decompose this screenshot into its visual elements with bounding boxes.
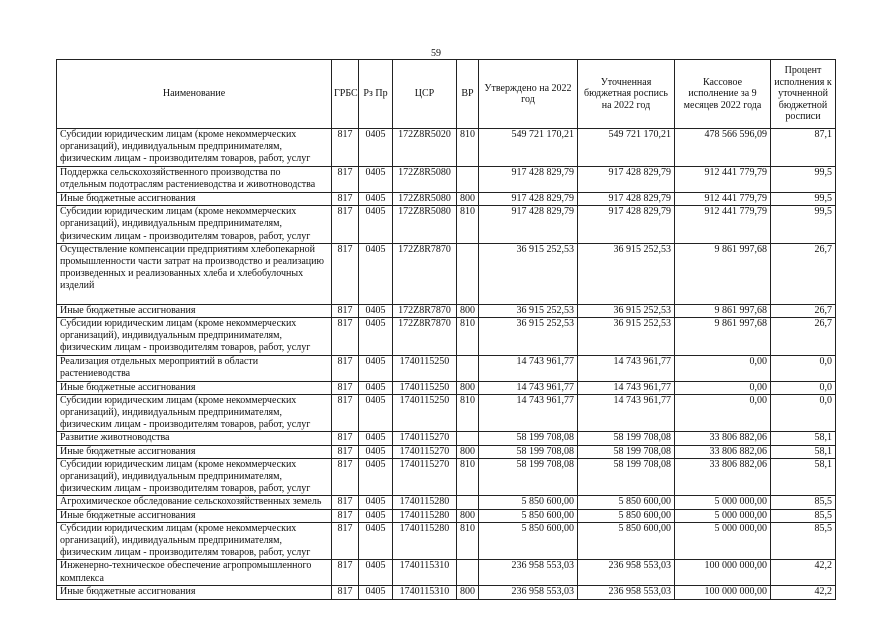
cell-rzpr: 0405 bbox=[359, 243, 393, 304]
cell-rzpr: 0405 bbox=[359, 394, 393, 432]
cell-grbs: 817 bbox=[332, 167, 359, 193]
cell-vr: 800 bbox=[457, 445, 479, 458]
cell-name: Субсидии юридическим лицам (кроме некоммерческих организаций), индивидуальным предпринимателям, физическим лицам - производителям товаров, работ, услуг bbox=[57, 522, 332, 560]
cell-percent: 42,2 bbox=[771, 560, 836, 586]
cell-vr: 800 bbox=[457, 304, 479, 317]
cell-grbs: 817 bbox=[332, 355, 359, 381]
cell-rzpr: 0405 bbox=[359, 355, 393, 381]
cell-csr: 1740115310 bbox=[393, 560, 457, 586]
cell-refined: 14 743 961,77 bbox=[578, 381, 675, 394]
cell-csr: 172Z8R7870 bbox=[393, 318, 457, 356]
cell-rzpr: 0405 bbox=[359, 167, 393, 193]
cell-refined: 236 958 553,03 bbox=[578, 560, 675, 586]
cell-approved: 58 199 708,08 bbox=[479, 432, 578, 445]
cell-grbs: 817 bbox=[332, 445, 359, 458]
cell-vr: 810 bbox=[457, 206, 479, 244]
table-row bbox=[57, 206, 836, 244]
cell-approved: 14 743 961,77 bbox=[479, 381, 578, 394]
cell-grbs: 817 bbox=[332, 458, 359, 496]
cell-approved: 5 850 600,00 bbox=[479, 509, 578, 522]
cell-executed: 478 566 596,09 bbox=[675, 129, 771, 167]
cell-refined: 58 199 708,08 bbox=[578, 432, 675, 445]
cell-name: Субсидии юридическим лицам (кроме некоммерческих организаций), индивидуальным предпринимателям, физическим лицам - производителям товаров, работ, услуг bbox=[57, 206, 332, 244]
cell-refined: 5 850 600,00 bbox=[578, 522, 675, 560]
cell-rzpr: 0405 bbox=[359, 381, 393, 394]
cell-csr: 1740115310 bbox=[393, 586, 457, 599]
cell-vr bbox=[457, 243, 479, 304]
cell-grbs: 817 bbox=[332, 394, 359, 432]
cell-executed: 5 000 000,00 bbox=[675, 522, 771, 560]
cell-percent: 58,1 bbox=[771, 445, 836, 458]
cell-percent: 0,0 bbox=[771, 355, 836, 381]
cell-name: Субсидии юридическим лицам (кроме некоммерческих организаций), индивидуальным предпринимателям, физическим лицам - производителям товаров, работ, услуг bbox=[57, 318, 332, 356]
cell-refined: 5 850 600,00 bbox=[578, 496, 675, 509]
cell-refined: 549 721 170,21 bbox=[578, 129, 675, 167]
cell-executed: 5 000 000,00 bbox=[675, 496, 771, 509]
cell-percent: 58,1 bbox=[771, 432, 836, 445]
cell-vr: 810 bbox=[457, 394, 479, 432]
cell-executed: 33 806 882,06 bbox=[675, 432, 771, 445]
cell-approved: 36 915 252,53 bbox=[479, 318, 578, 356]
cell-refined: 5 850 600,00 bbox=[578, 509, 675, 522]
table-row bbox=[57, 243, 836, 304]
table-row bbox=[57, 560, 836, 586]
budget-table bbox=[56, 59, 836, 600]
cell-vr: 800 bbox=[457, 381, 479, 394]
header-vr: ВР bbox=[457, 60, 479, 129]
cell-percent: 0,0 bbox=[771, 381, 836, 394]
cell-vr bbox=[457, 167, 479, 193]
cell-grbs: 817 bbox=[332, 318, 359, 356]
table-row bbox=[57, 509, 836, 522]
cell-name: Инженерно-техническое обеспечение агропромышленного комплекса bbox=[57, 560, 332, 586]
cell-name: Субсидии юридическим лицам (кроме некоммерческих организаций), индивидуальным предпринимателям, физическим лицам - производителям товаров, работ, услуг bbox=[57, 394, 332, 432]
cell-name: Иные бюджетные ассигнования bbox=[57, 586, 332, 599]
cell-approved: 917 428 829,79 bbox=[479, 206, 578, 244]
cell-approved: 36 915 252,53 bbox=[479, 243, 578, 304]
table-row bbox=[57, 432, 836, 445]
cell-percent: 85,5 bbox=[771, 509, 836, 522]
table-row bbox=[57, 586, 836, 599]
table-row bbox=[57, 458, 836, 496]
header-percent: Процент исполнения к уточненной бюджетной росписи bbox=[771, 60, 836, 129]
header-executed: Кассовое исполнение за 9 месяцев 2022 года bbox=[675, 60, 771, 129]
cell-grbs: 817 bbox=[332, 560, 359, 586]
header-grbs: ГРБС bbox=[332, 60, 359, 129]
cell-csr: 1740115250 bbox=[393, 381, 457, 394]
cell-rzpr: 0405 bbox=[359, 509, 393, 522]
cell-grbs: 817 bbox=[332, 206, 359, 244]
cell-vr: 800 bbox=[457, 509, 479, 522]
cell-name: Субсидии юридическим лицам (кроме некоммерческих организаций), индивидуальным предпринимателям, физическим лицам - производителям товаров, работ, услуг bbox=[57, 458, 332, 496]
cell-executed: 100 000 000,00 bbox=[675, 586, 771, 599]
cell-approved: 917 428 829,79 bbox=[479, 193, 578, 206]
cell-csr: 1740115280 bbox=[393, 509, 457, 522]
cell-csr: 1740115280 bbox=[393, 496, 457, 509]
cell-executed: 912 441 779,79 bbox=[675, 206, 771, 244]
cell-grbs: 817 bbox=[332, 304, 359, 317]
cell-csr: 172Z8R7870 bbox=[393, 243, 457, 304]
table-row bbox=[57, 193, 836, 206]
cell-rzpr: 0405 bbox=[359, 522, 393, 560]
cell-rzpr: 0405 bbox=[359, 318, 393, 356]
cell-executed: 5 000 000,00 bbox=[675, 509, 771, 522]
cell-refined: 236 958 553,03 bbox=[578, 586, 675, 599]
cell-rzpr: 0405 bbox=[359, 586, 393, 599]
cell-approved: 58 199 708,08 bbox=[479, 445, 578, 458]
cell-executed: 0,00 bbox=[675, 394, 771, 432]
cell-grbs: 817 bbox=[332, 496, 359, 509]
cell-csr: 1740115270 bbox=[393, 432, 457, 445]
cell-refined: 58 199 708,08 bbox=[578, 445, 675, 458]
cell-executed: 9 861 997,68 bbox=[675, 243, 771, 304]
cell-csr: 172Z8R5020 bbox=[393, 129, 457, 167]
cell-refined: 58 199 708,08 bbox=[578, 458, 675, 496]
cell-name: Агрохимическое обследование сельскохозяйственных земель bbox=[57, 496, 332, 509]
table-row bbox=[57, 304, 836, 317]
cell-percent: 85,5 bbox=[771, 522, 836, 560]
table-row bbox=[57, 318, 836, 356]
cell-vr: 810 bbox=[457, 129, 479, 167]
cell-percent: 42,2 bbox=[771, 586, 836, 599]
cell-refined: 36 915 252,53 bbox=[578, 243, 675, 304]
table-row bbox=[57, 167, 836, 193]
cell-approved: 58 199 708,08 bbox=[479, 458, 578, 496]
cell-approved: 14 743 961,77 bbox=[479, 394, 578, 432]
header-refined: Уточненная бюджетная роспись на 2022 год bbox=[578, 60, 675, 129]
cell-approved: 5 850 600,00 bbox=[479, 522, 578, 560]
cell-name: Иные бюджетные ассигнования bbox=[57, 445, 332, 458]
cell-refined: 917 428 829,79 bbox=[578, 167, 675, 193]
cell-executed: 912 441 779,79 bbox=[675, 193, 771, 206]
cell-vr bbox=[457, 496, 479, 509]
cell-percent: 85,5 bbox=[771, 496, 836, 509]
cell-name: Субсидии юридическим лицам (кроме некоммерческих организаций), индивидуальным предпринимателям, физическим лицам - производителям товаров, работ, услуг bbox=[57, 129, 332, 167]
cell-rzpr: 0405 bbox=[359, 129, 393, 167]
cell-refined: 36 915 252,53 bbox=[578, 318, 675, 356]
cell-rzpr: 0405 bbox=[359, 304, 393, 317]
cell-approved: 36 915 252,53 bbox=[479, 304, 578, 317]
cell-vr: 800 bbox=[457, 586, 479, 599]
cell-rzpr: 0405 bbox=[359, 496, 393, 509]
header-name: Наименование bbox=[57, 60, 332, 129]
table-row bbox=[57, 445, 836, 458]
cell-percent: 58,1 bbox=[771, 458, 836, 496]
cell-grbs: 817 bbox=[332, 432, 359, 445]
cell-percent: 26,7 bbox=[771, 304, 836, 317]
cell-name: Иные бюджетные ассигнования bbox=[57, 381, 332, 394]
cell-percent: 26,7 bbox=[771, 243, 836, 304]
cell-approved: 236 958 553,03 bbox=[479, 560, 578, 586]
cell-refined: 917 428 829,79 bbox=[578, 206, 675, 244]
cell-refined: 36 915 252,53 bbox=[578, 304, 675, 317]
cell-grbs: 817 bbox=[332, 193, 359, 206]
table-row bbox=[57, 355, 836, 381]
cell-executed: 912 441 779,79 bbox=[675, 167, 771, 193]
table-row bbox=[57, 394, 836, 432]
cell-rzpr: 0405 bbox=[359, 458, 393, 496]
cell-approved: 917 428 829,79 bbox=[479, 167, 578, 193]
cell-name: Реализация отдельных мероприятий в области растениеводства bbox=[57, 355, 332, 381]
header-csr: ЦСР bbox=[393, 60, 457, 129]
cell-rzpr: 0405 bbox=[359, 193, 393, 206]
table-row bbox=[57, 522, 836, 560]
cell-csr: 1740115250 bbox=[393, 394, 457, 432]
cell-vr: 810 bbox=[457, 522, 479, 560]
cell-refined: 917 428 829,79 bbox=[578, 193, 675, 206]
cell-grbs: 817 bbox=[332, 129, 359, 167]
cell-refined: 14 743 961,77 bbox=[578, 355, 675, 381]
cell-vr bbox=[457, 560, 479, 586]
cell-csr: 172Z8R5080 bbox=[393, 167, 457, 193]
cell-percent: 99,5 bbox=[771, 193, 836, 206]
cell-executed: 0,00 bbox=[675, 381, 771, 394]
header-rzpr: Рз Пр bbox=[359, 60, 393, 129]
cell-executed: 33 806 882,06 bbox=[675, 458, 771, 496]
cell-csr: 1740115270 bbox=[393, 458, 457, 496]
page-number: 59 bbox=[431, 48, 441, 59]
cell-percent: 26,7 bbox=[771, 318, 836, 356]
cell-rzpr: 0405 bbox=[359, 432, 393, 445]
cell-rzpr: 0405 bbox=[359, 206, 393, 244]
cell-executed: 9 861 997,68 bbox=[675, 304, 771, 317]
cell-grbs: 817 bbox=[332, 509, 359, 522]
cell-refined: 14 743 961,77 bbox=[578, 394, 675, 432]
cell-csr: 172Z8R7870 bbox=[393, 304, 457, 317]
cell-percent: 99,5 bbox=[771, 206, 836, 244]
cell-vr: 810 bbox=[457, 458, 479, 496]
cell-vr: 800 bbox=[457, 193, 479, 206]
cell-name: Иные бюджетные ассигнования bbox=[57, 304, 332, 317]
cell-vr: 810 bbox=[457, 318, 479, 356]
cell-csr: 1740115280 bbox=[393, 522, 457, 560]
table-row bbox=[57, 496, 836, 509]
table-row bbox=[57, 381, 836, 394]
cell-executed: 100 000 000,00 bbox=[675, 560, 771, 586]
cell-approved: 549 721 170,21 bbox=[479, 129, 578, 167]
cell-name: Поддержка сельскохозяйственного производства по отдельным подотраслям растениеводства и животноводства bbox=[57, 167, 332, 193]
cell-grbs: 817 bbox=[332, 586, 359, 599]
cell-vr bbox=[457, 432, 479, 445]
cell-name: Иные бюджетные ассигнования bbox=[57, 193, 332, 206]
header-approved: Утверждено на 2022 год bbox=[479, 60, 578, 129]
cell-name: Осуществление компенсации предприятиям хлебопекарной промышленности части затрат на производство и реализацию произведенных и реализованных хлеба и хлебобулочных изделий bbox=[57, 243, 332, 304]
cell-name: Развитие животноводства bbox=[57, 432, 332, 445]
cell-grbs: 817 bbox=[332, 243, 359, 304]
cell-csr: 1740115270 bbox=[393, 445, 457, 458]
cell-grbs: 817 bbox=[332, 522, 359, 560]
cell-percent: 0,0 bbox=[771, 394, 836, 432]
cell-executed: 0,00 bbox=[675, 355, 771, 381]
cell-approved: 14 743 961,77 bbox=[479, 355, 578, 381]
cell-grbs: 817 bbox=[332, 381, 359, 394]
cell-executed: 9 861 997,68 bbox=[675, 318, 771, 356]
cell-approved: 5 850 600,00 bbox=[479, 496, 578, 509]
cell-csr: 172Z8R5080 bbox=[393, 206, 457, 244]
cell-percent: 87,1 bbox=[771, 129, 836, 167]
cell-name: Иные бюджетные ассигнования bbox=[57, 509, 332, 522]
cell-executed: 33 806 882,06 bbox=[675, 445, 771, 458]
cell-rzpr: 0405 bbox=[359, 445, 393, 458]
header-row bbox=[57, 60, 836, 129]
cell-approved: 236 958 553,03 bbox=[479, 586, 578, 599]
cell-percent: 99,5 bbox=[771, 167, 836, 193]
cell-csr: 1740115250 bbox=[393, 355, 457, 381]
cell-vr bbox=[457, 355, 479, 381]
cell-csr: 172Z8R5080 bbox=[393, 193, 457, 206]
cell-rzpr: 0405 bbox=[359, 560, 393, 586]
table-row bbox=[57, 129, 836, 167]
